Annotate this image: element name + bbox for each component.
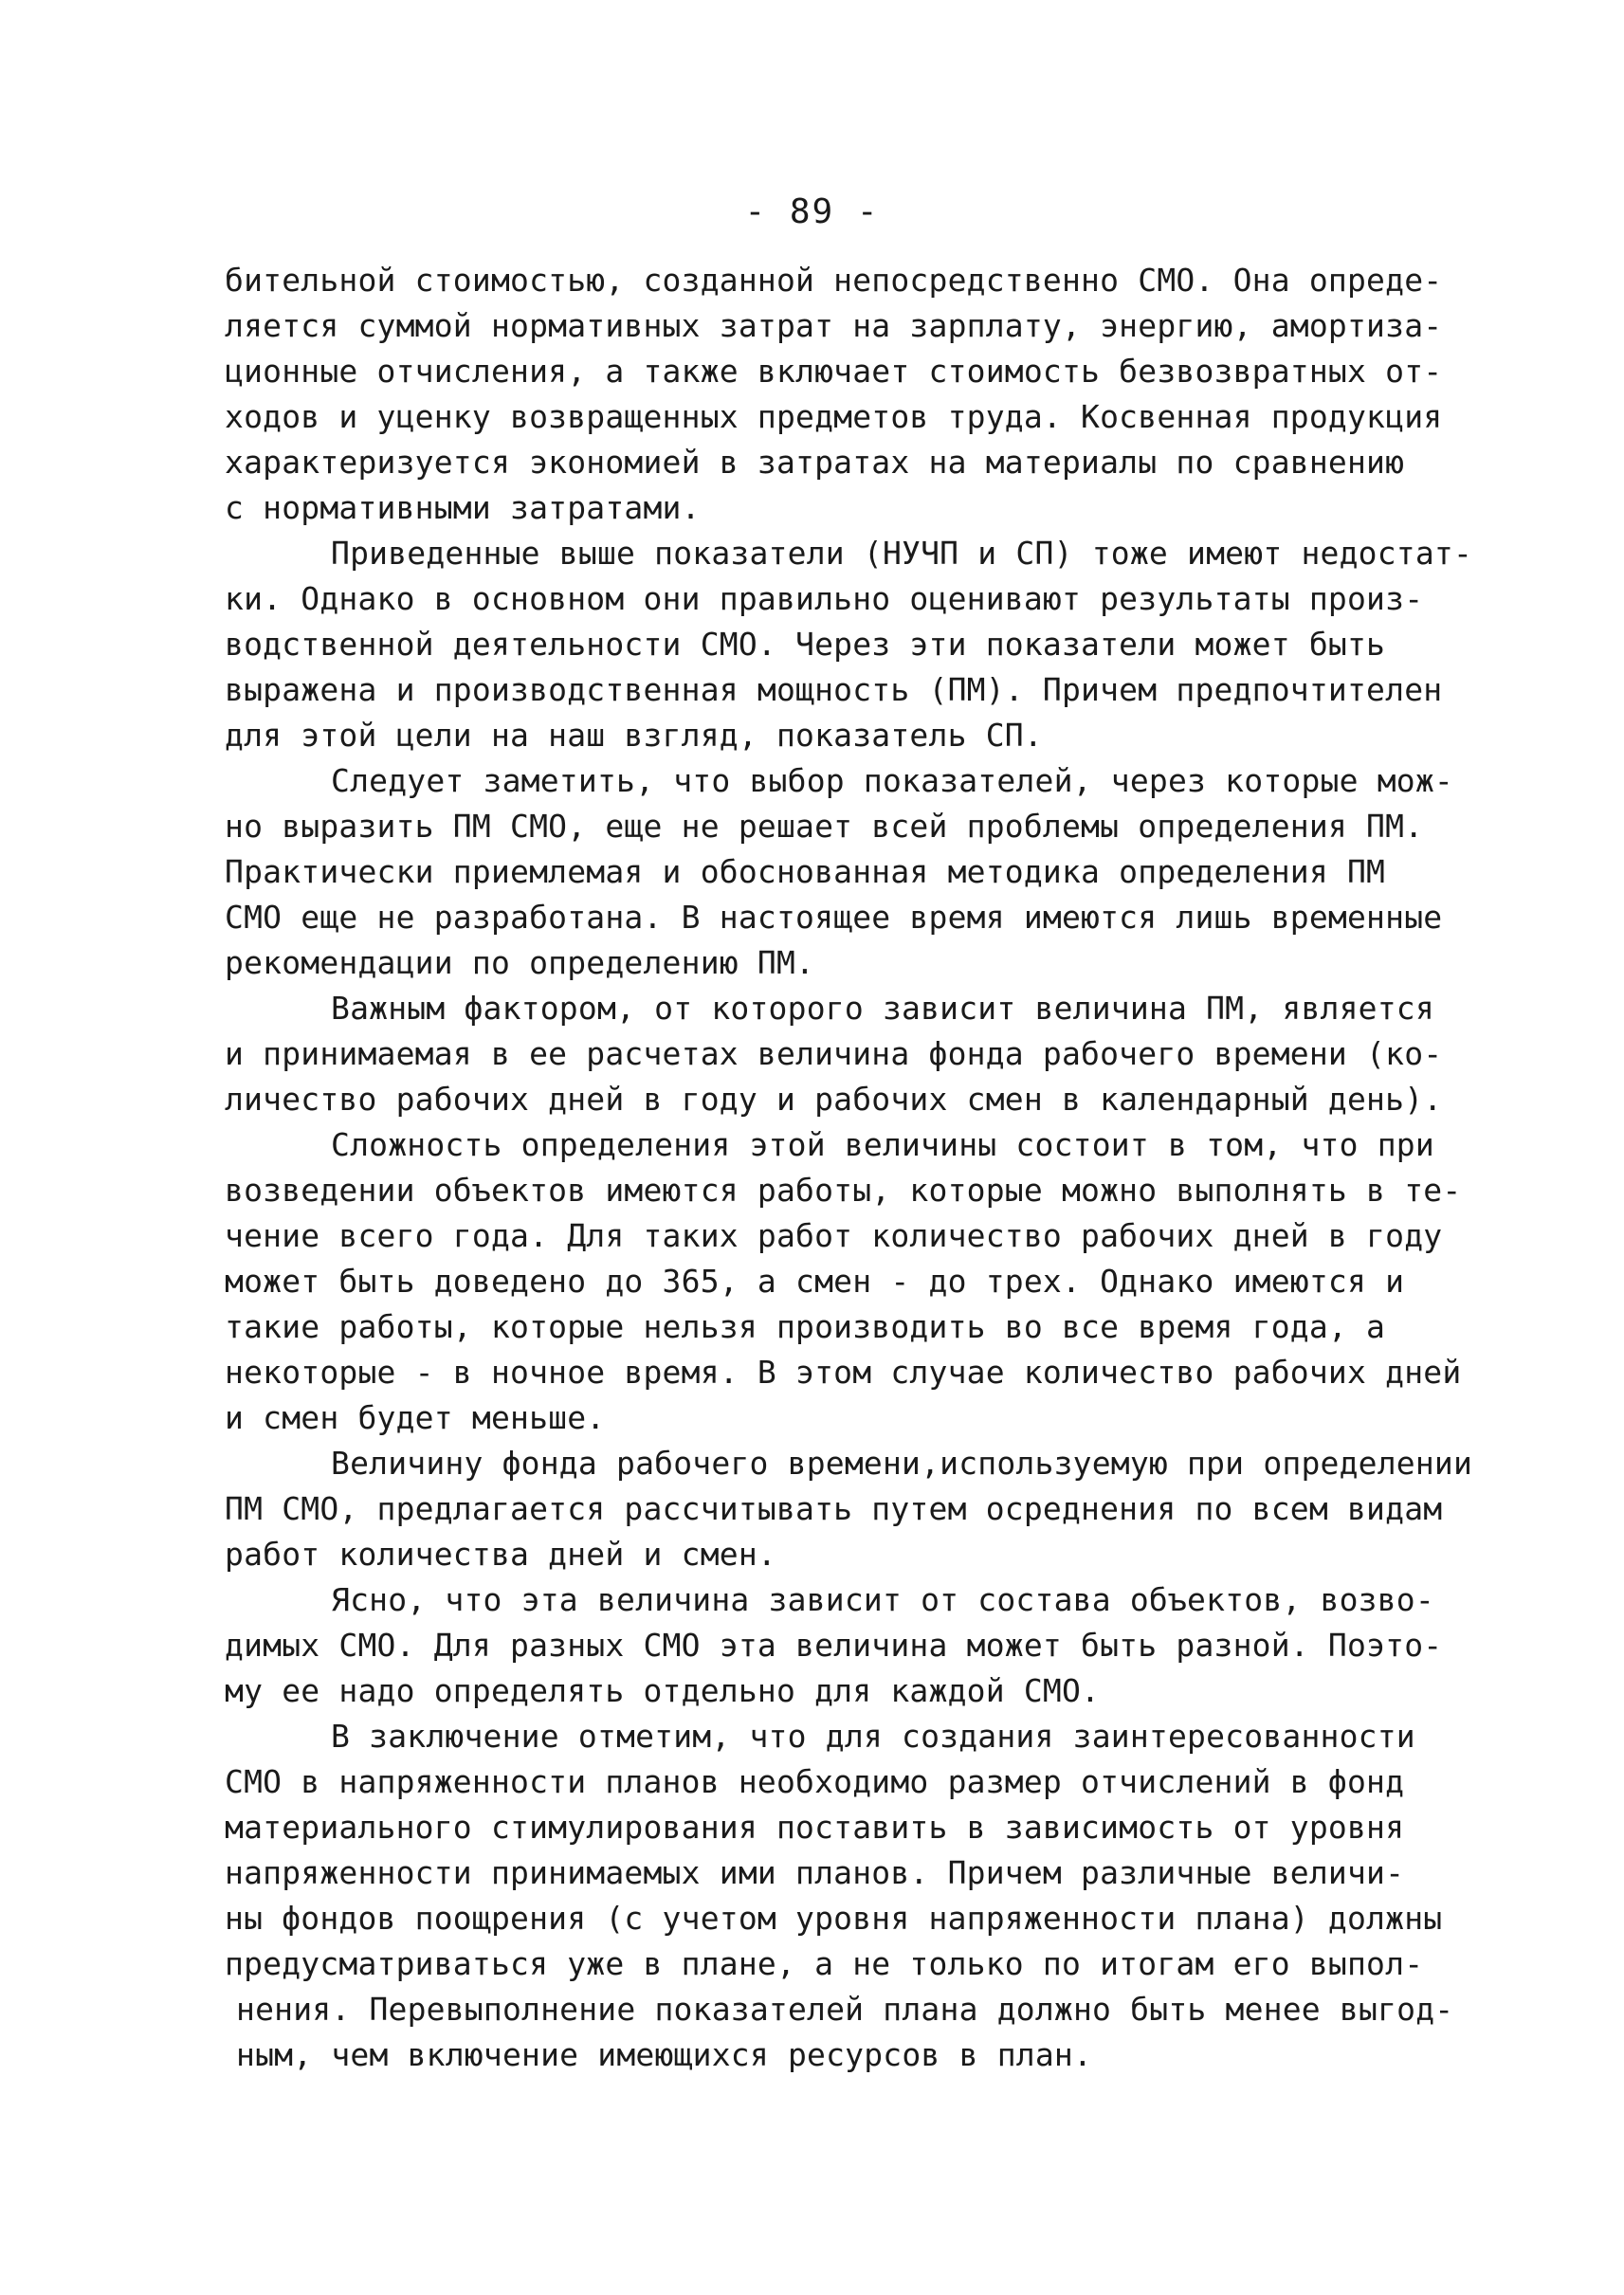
- text-line: ки. Однако в основном они правильно оценивают результаты произ-: [225, 580, 1424, 617]
- text-line: предусматриваться уже в плане, а не только по итогам его выпол-: [225, 1945, 1424, 1982]
- text-line: для этой цели на наш взгляд, показатель СП.: [225, 717, 1043, 754]
- text-line: и принимаемая в ее расчетах величина фонда рабочего времени (ко-: [225, 1035, 1443, 1072]
- text-line: и смен будет меньше.: [225, 1399, 606, 1436]
- text-line: с нормативными затратами.: [225, 489, 701, 526]
- text-line: СМО еще не разработана. В настоящее время имеются лишь временные: [225, 899, 1443, 936]
- text-line: материального стимулирования поставить в зависимость от уровня: [225, 1809, 1405, 1846]
- text-line: бительной стоимостью, созданной непосредственно СМО. Она опреде-: [225, 262, 1443, 299]
- text-line: ным, чем включение имеющихся ресурсов в план.: [236, 2036, 1093, 2073]
- body-text: [225, 258, 1473, 2078]
- text-line: некоторые - в ночное время. В этом случае количество рабочих дней: [225, 1354, 1462, 1391]
- paragraph-first-line: Сложность определения этой величины состоит в том, что при: [331, 1126, 1434, 1163]
- text-line: ходов и уценку возвращенных предметов труда. Косвенная продукция: [225, 398, 1443, 435]
- text-line: Практически приемлемая и обоснованная методика определения ПМ: [225, 853, 1386, 890]
- text-line: СМО в напряженности планов необходимо размер отчислений в фонд: [225, 1763, 1405, 1800]
- paragraph-first-line: В заключение отметим, что для создания заинтересованности: [331, 1718, 1415, 1755]
- text-line: ПМ СМО, предлагается рассчитывать путем осреднения по всем видам: [225, 1490, 1443, 1527]
- page-number: - 89 -: [744, 192, 880, 231]
- text-line: но выразить ПМ СМО, еще не решает всей проблемы определения ПМ.: [225, 808, 1424, 845]
- text-line: такие работы, которые нельзя производить во все время года, а: [225, 1308, 1386, 1345]
- text-line: водственной деятельности СМО. Через эти показатели может быть: [225, 626, 1386, 663]
- text-line: рекомендации по определению ПМ.: [225, 944, 815, 981]
- text-line: му ее надо определять отдельно для каждой СМО.: [225, 1672, 1101, 1709]
- text-line: ляется суммой нормативных затрат на зарплату, энергию, амортиза-: [225, 307, 1443, 344]
- text-line: выражена и производственная мощность (ПМ). Причем предпочтителен: [225, 671, 1443, 708]
- paragraph-first-line: Величину фонда рабочего времени,используемую при определении: [331, 1445, 1473, 1482]
- paragraph-first-line: Следует заметить, что выбор показателей, через которые мож-: [331, 762, 1453, 799]
- text-line: возведении объектов имеются работы, которые можно выполнять в те-: [225, 1172, 1462, 1209]
- text-line: нения. Перевыполнение показателей плана должно быть менее выгод-: [236, 1991, 1454, 2028]
- paragraph-first-line: Важным фактором, от которого зависит величина ПМ, является: [331, 990, 1434, 1027]
- paragraph-first-line: Ясно, что эта величина зависит от состава объектов, возво-: [331, 1581, 1434, 1618]
- text-line: напряженности принимаемых ими планов. Причем различные величи-: [225, 1854, 1405, 1891]
- text-line: димых СМО. Для разных СМО эта величина может быть разной. Поэто-: [225, 1627, 1443, 1664]
- text-line: характеризуется экономией в затратах на материалы по сравнению: [225, 444, 1405, 481]
- text-line: работ количества дней и смен.: [225, 1536, 776, 1573]
- paragraph-first-line: Приведенные выше показатели (НУЧП и СП) тоже имеют недостат-: [331, 535, 1473, 572]
- text-line: может быть доведено до 365, а смен - до трех. Однако имеются и: [225, 1263, 1405, 1300]
- text-line: ны фондов поощрения (с учетом уровня напряженности плана) должны: [225, 1900, 1443, 1937]
- text-line: чение всего года. Для таких работ количество рабочих дней в году: [225, 1217, 1443, 1254]
- text-line: личество рабочих дней в году и рабочих смен в календарный день).: [225, 1081, 1443, 1118]
- text-line: ционные отчисления, а также включает стоимость безвозвратных от-: [225, 353, 1443, 390]
